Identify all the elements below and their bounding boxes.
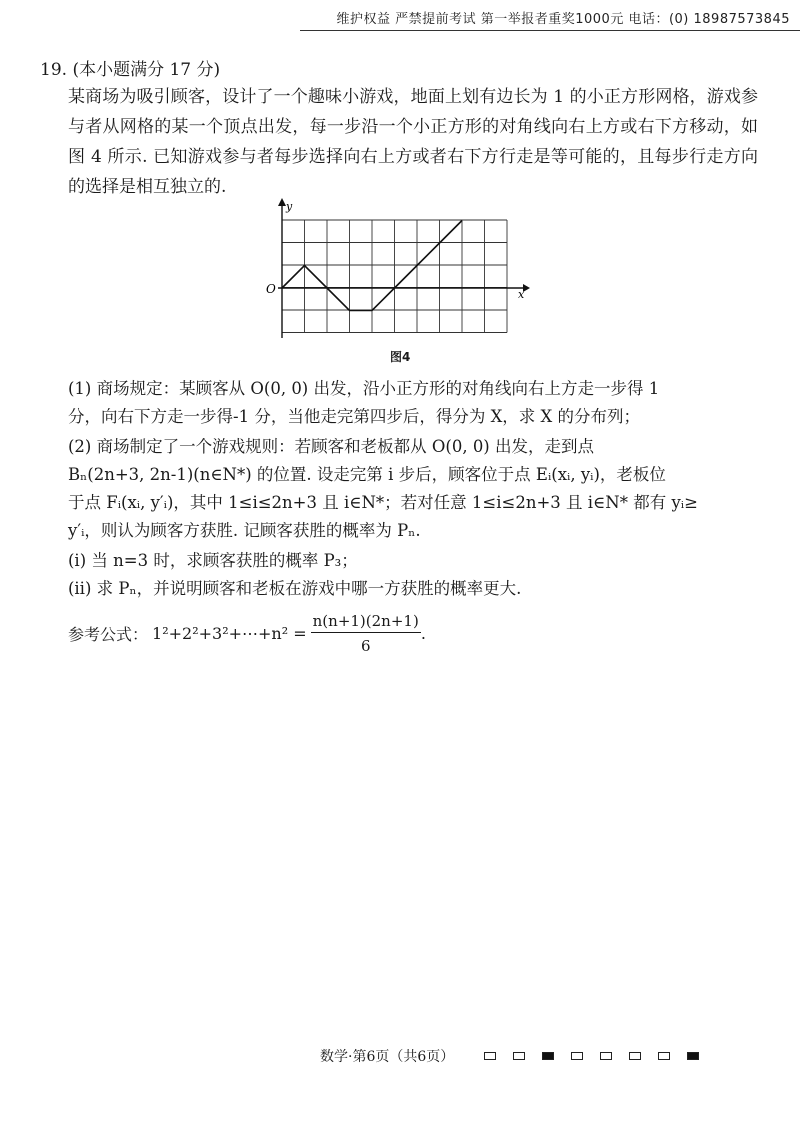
- figure-4: [258, 198, 538, 352]
- footer-marker-box: [629, 1052, 641, 1060]
- part1-line1: (1) 商场规定：某顾客从 O(0, 0) 出发，沿小正方形的对角线向右上方走一步得 1: [68, 379, 660, 398]
- page-footer: [320, 1046, 699, 1066]
- formula-label: 参考公式：: [68, 625, 149, 644]
- sub-question-ii: (ⅱ) 求 Pₙ，并说明顾客和老板在游戏中哪一方获胜的概率更大.: [68, 579, 522, 598]
- formula-lhs: 1²+2²+3²+⋯+n² =: [152, 624, 307, 643]
- part2-line2: Bₙ(2n+3, 2n-1)(n∈N*) 的位置. 设走完第 i 步后，顾客位于点 Eᵢ(xᵢ, yᵢ)，老板位: [68, 465, 666, 484]
- question-heading: [40, 55, 220, 80]
- footer-marker-boxes: [484, 1052, 699, 1060]
- part2-line1: (2) 商场制定了一个游戏规则：若顾客和老板都从 O(0, 0) 出发，走到点: [68, 437, 594, 456]
- grid-figure: [258, 198, 538, 348]
- formula-numerator: n(n+1)(2n+1): [311, 612, 421, 633]
- footer-marker-box: [658, 1052, 670, 1060]
- x-axis-label: x: [518, 288, 525, 301]
- sub-question-i: (ⅰ) 当 n=3 时，求顾客获胜的概率 P₃；: [68, 551, 358, 570]
- footer-marker-box: [600, 1052, 612, 1060]
- origin-label: O: [266, 282, 276, 296]
- y-axis-label: y: [286, 200, 293, 213]
- footer-marker-box: [542, 1052, 554, 1060]
- page-number: 数学·第6页（共6页）: [320, 1049, 455, 1065]
- question-score-note: (本小题满分 17 分): [72, 60, 221, 80]
- part1-line2: 分，向右下方走一步得-1 分，当他走完第四步后，得分为 X，求 X 的分布列；: [68, 407, 641, 426]
- question-number: 19.: [40, 60, 68, 80]
- footer-marker-box: [687, 1052, 699, 1060]
- footer-marker-box: [484, 1052, 496, 1060]
- footer-marker-box: [571, 1052, 583, 1060]
- formula-denominator: 6: [360, 637, 371, 655]
- header-rule: [300, 30, 800, 31]
- question-intro: 某商场为吸引顾客，设计了一个趣味小游戏，地面上划有边长为 1 的小正方形网格，游戏参与者从网格的某一个顶点出发，每一步沿一个小正方形的对角线向右上方或右下方移动，如图 4 所示. 已知游戏参与者每步选择向右上方或者右下方行走是等可能的，且每步行走方向的选择是相互独立的.: [68, 87, 758, 197]
- reference-formula: [68, 612, 426, 655]
- formula-tail: .: [420, 624, 426, 643]
- part2-line4: y′ᵢ，则认为顾客方获胜. 记顾客获胜的概率为 Pₙ.: [68, 521, 421, 540]
- part2-line3: 于点 Fᵢ(xᵢ, y′ᵢ)，其中 1≤i≤2n+3 且 i∈N*；若对任意 1≤i≤2n+3 且 i∈N* 都有 yᵢ≥: [68, 493, 698, 512]
- footer-marker-box: [513, 1052, 525, 1060]
- formula-fraction: [311, 612, 421, 655]
- header-notice: 维护权益 严禁提前考试 第一举报者重奖1000元 电话：(0) 18987573845: [336, 12, 790, 27]
- y-axis-arrow: [278, 198, 286, 206]
- figure-caption: 图4: [390, 350, 411, 364]
- header-strip: [0, 0, 800, 34]
